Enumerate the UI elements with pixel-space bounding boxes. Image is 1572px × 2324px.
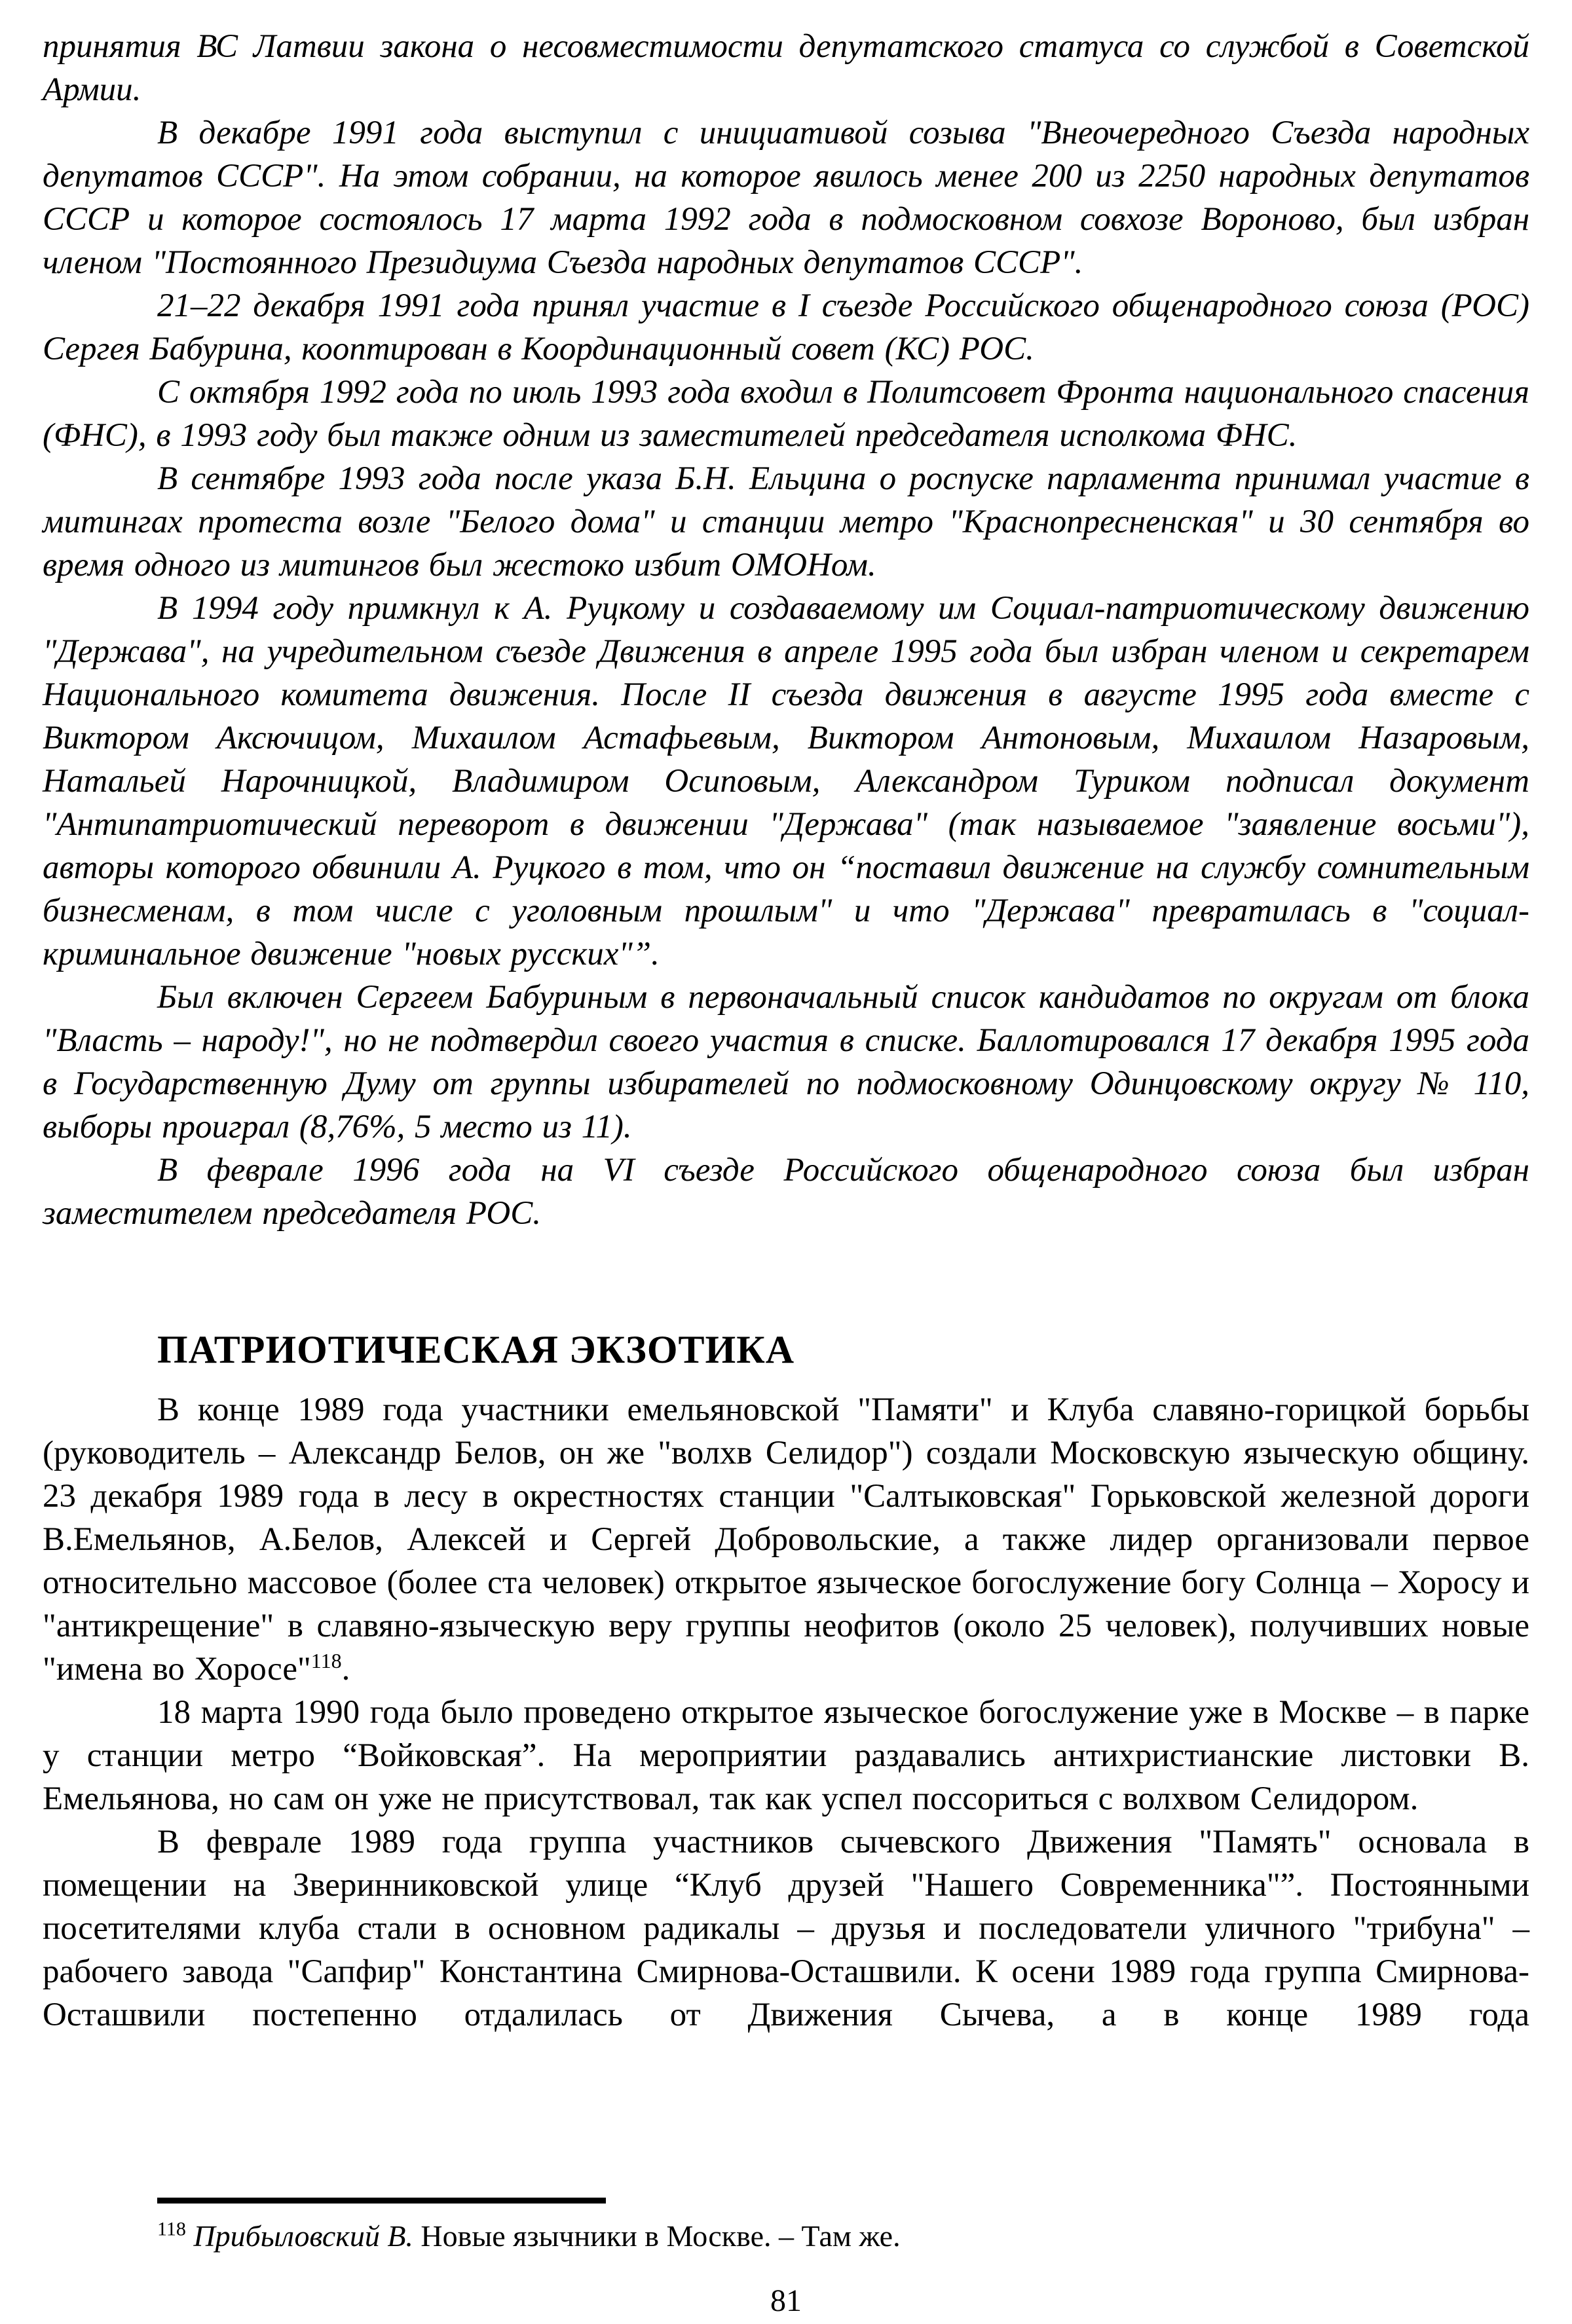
footnote-text: Новые язычники в Москве. – Там же.	[421, 2219, 901, 2253]
paragraph: С октября 1992 года по июль 1993 года входил в Политсовет Фронта национального спасения (ФНС), в 1993 году был также одним из заместителей председателя исполкома ФНС.	[43, 374, 1529, 454]
paragraph: В декабре 1991 года выступил с инициативой созыва "Внеочередного Съезда народных депутатов СССР". На этом собрании, на которое явилось менее 200 из 2250 народных депутатов СССР и которое состоялось 17 марта 1992 года в подмосковном совхозе Вороново, был избран членом "Постоянного Президиума Съезда народных депутатов СССР".	[43, 115, 1529, 281]
paragraph: 21–22 декабря 1991 года принял участие в I съезде Российского общенародного союза (РОС) Сергея Бабурина, кооптирован в Координационный совет (КС) РОС.	[43, 287, 1529, 367]
section-heading: ПАТРИОТИЧЕСКАЯ ЭКЗОТИКА	[157, 1328, 795, 1371]
footnote-reference: 118	[310, 1649, 342, 1672]
biography-section	[43, 25, 1529, 1235]
paragraph: В феврале 1996 года на VI съезде Российского общенародного союза был избран заместителем председателя РОС.	[43, 1152, 1529, 1232]
footnote-area	[43, 2198, 1529, 2255]
paragraph: принятия ВС Латвии закона о несовместимости депутатского статуса со службой в Советской Армии.	[43, 28, 1529, 108]
paragraph: В 1994 году примкнул к А. Руцкому и создаваемому им Социал-патриотическому движению "Держава", на учредительном съезде Движения в апреле 1995 года был избран членом и секретарем Национального комитета движения. После II съезда движения в августе 1995 года вместе с Виктором Аксючицом, Михаилом Астафьевым, Виктором Антоновым, Михаилом Назаровым, Натальей Нарочницкой, Владимиром Осиповым, Александром Туриком подписал документ "Антипатриотический переворот в движении "Держава" (так называемое "заявление восьми"), авторы которого обвинили А. Руцкого в том, что он “поставил движение на службу сомнительным бизнесменам, в том числе с уголовным прошлым" и что "Держава" превратилась в "социал-криминальное движение "новых русских"”.	[43, 590, 1529, 972]
paragraph	[43, 1388, 1529, 1691]
footnote	[43, 2218, 1529, 2255]
page-number: 81	[770, 2283, 802, 2318]
paragraph: В сентябре 1993 года после указа Б.Н. Ельцина о роспуске парламента принимал участие в митингах протеста возле "Белого дома" и станции метро "Краснопресненская" и 30 сентября во время одного из митингов был жестоко избит ОМОНом.	[43, 460, 1529, 583]
exotica-section	[43, 1388, 1529, 2037]
paragraph: 18 марта 1990 года было проведено открытое языческое богослужение уже в Москве – в парке у станции метро “Войковская”. На мероприятии раздавались антихристианские листовки В. Емельянова, но сам он уже не присутствовал, так как успел поссориться с волхвом Селидором.	[43, 1694, 1529, 1817]
paragraph: В феврале 1989 года группа участников сычевского Движения "Память" основала в помещении на Зверинниковской улице “Клуб друзей "Нашего Современника"”. Постоянными посетителями клуба стали в основном радикалы – друзья и последователи уличного "трибуна" – рабочего завода "Сапфир" Константина Смирнова-Осташвили. К осени 1989 года группа Смирнова-Осташвили постепенно отдалилась от Движения Сычева, а в конце 1989 года	[43, 1824, 1529, 2033]
footnote-marker: 118	[157, 2218, 186, 2240]
footnote-separator	[157, 2198, 606, 2204]
paragraph: Был включен Сергеем Бабуриным в первоначальный список кандидатов по округам от блока "Власть – народу!", но не подтвердил своего участия в списке. Баллотировался 17 декабря 1995 года в Государственную Думу от группы избирателей по подмосковному Одинцовскому округу № 110, выборы проиграл (8,76%, 5 место из 11).	[43, 979, 1529, 1145]
paragraph-text: .	[341, 1651, 350, 1688]
paragraph-text: В конце 1989 года участники емельяновской "Памяти" и Клуба славяно-горицкой борьбы (руководитель – Александр Белов, он же "волхв Селидор") создали Московскую языческую общину. 23 декабря 1989 года в лесу в окрестностях станции "Салтыковская" Горьковской железной дороги В.Емельянов, А.Белов, Алексей и Сергей Добровольские, а также лидер организовали первое относительно массовое (более ста человек) открытое языческое богослужение богу Солнца – Хоросу и "антикрещение" в славяно-языческую веру группы неофитов (около 25 человек), получивших новые "имена во Хоросе"	[43, 1392, 1529, 1688]
body-text	[43, 25, 1529, 2037]
footnote-author: Прибыловский В.	[193, 2219, 413, 2253]
